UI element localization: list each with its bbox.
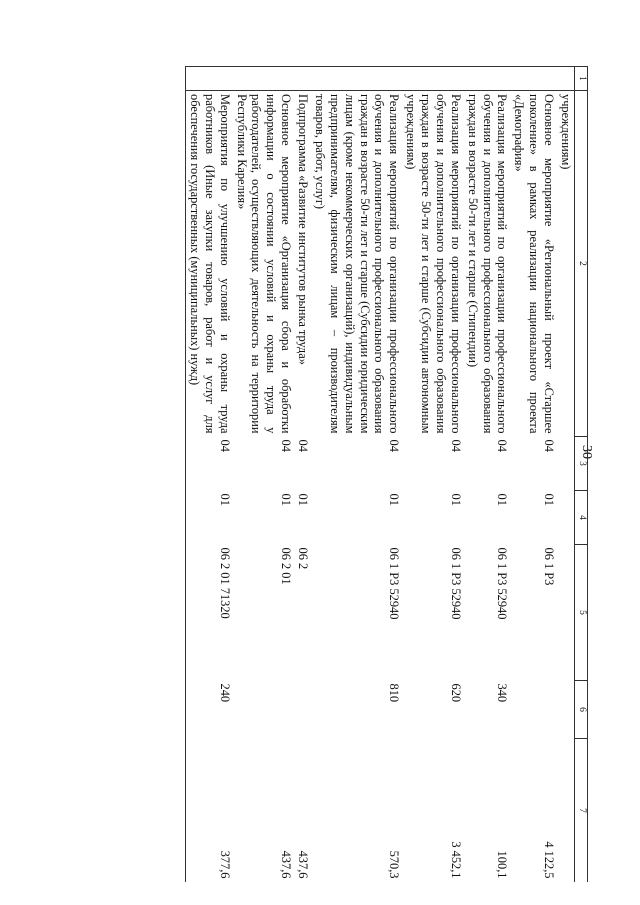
subsection-code-cell: 01 bbox=[542, 493, 557, 506]
row-index-cell bbox=[233, 67, 295, 91]
item-name-cell: учреждениям) bbox=[559, 94, 573, 170]
subsection-code-cell: 01 bbox=[186, 491, 233, 545]
row-index-cell bbox=[186, 67, 233, 91]
row-index-cell bbox=[294, 67, 311, 91]
item-name-cell: Мероприятия по улучшению условий и охраны труда работников (Иные закупки товаров, работ и услуг для обеспечения государственных (муниципальных) нужд) bbox=[186, 91, 233, 437]
column-number: 4 bbox=[575, 491, 588, 545]
section-code-cell: 04 bbox=[495, 439, 510, 452]
table-row bbox=[557, 67, 574, 883]
target-article-cell: 06 1 Р3 52940 bbox=[387, 547, 402, 620]
item-name-cell: Основное мероприятие «Организация сбора и обработки информации о состоянии условий и охраны труда у работодателей, осуществляющих деятельность на территории Республики Карелия» bbox=[234, 94, 294, 434]
item-name-cell: Основное мероприятие «Региональный проект «Старшее поколение» в рамках реализации национального проекта «Демография» bbox=[512, 94, 557, 434]
amount-cell: 100,1 bbox=[495, 850, 510, 879]
row-index-cell bbox=[311, 67, 402, 91]
column-number: 3 bbox=[575, 437, 588, 491]
table-row bbox=[464, 67, 511, 883]
rotated-table-content bbox=[56, 66, 588, 882]
subsection-code-cell: 01 bbox=[495, 493, 510, 506]
row-index-cell bbox=[402, 67, 464, 91]
subsection-code-cell: 01 bbox=[279, 493, 294, 506]
column-number: 7 bbox=[575, 739, 588, 883]
expense-type-cell: 620 bbox=[448, 683, 463, 703]
amount-cell: 3 452,1 bbox=[448, 841, 463, 879]
expense-type-cell bbox=[294, 681, 311, 739]
item-name-cell: Реализация мероприятий по организации профессионального обучения и дополнительного профессионального образования граждан в возрасте 50-ти лет и старше (Субсидии юридическим лицам (кроме некоммерческих организаций), индивидуальным предпринимателям, физическим лицам – производителям товаров, работ, услуг) bbox=[313, 94, 402, 434]
row-index-cell bbox=[511, 67, 558, 91]
target-article-cell: 06 2 01 bbox=[279, 547, 294, 585]
subsection-code-cell: 01 bbox=[448, 493, 463, 506]
target-article-cell: 06 2 01 71320 bbox=[186, 545, 233, 681]
amount-cell: 4 122,5 bbox=[542, 841, 557, 879]
section-code-cell: 04 bbox=[279, 439, 294, 452]
target-article-cell: 06 1 Р3 52940 bbox=[495, 547, 510, 620]
item-name-cell: Подпрограмма «Развитие институтов рынка труда» bbox=[296, 94, 311, 365]
rotated-table-region bbox=[56, 66, 588, 882]
item-name-cell: Реализация мероприятий по организации профессионального обучения и дополнительного профессионального образования граждан в возрасте 50-ти лет и старше (Субсидии автономным учреждениям) bbox=[404, 94, 463, 434]
item-name-cell: Реализация мероприятий по организации профессионального обучения и дополнительного профессионального образования граждан в возрасте 50-ти лет и старше (Стипендии) bbox=[465, 94, 510, 434]
table-row bbox=[294, 67, 311, 883]
subsection-code-cell: 01 bbox=[387, 493, 402, 506]
column-number-row bbox=[575, 67, 588, 883]
table-row bbox=[311, 67, 402, 883]
row-index-cell bbox=[464, 67, 511, 91]
target-article-cell: 06 1 Р3 52940 bbox=[448, 547, 463, 620]
section-code-cell: 04 bbox=[387, 439, 402, 452]
amount-cell bbox=[557, 739, 574, 883]
table-row bbox=[402, 67, 464, 883]
section-code-cell: 04 bbox=[542, 439, 557, 452]
table-row bbox=[511, 67, 558, 883]
expense-type-cell bbox=[557, 681, 574, 739]
subsection-code-cell bbox=[557, 491, 574, 545]
target-article-cell bbox=[557, 545, 574, 681]
column-number: 5 bbox=[575, 545, 588, 681]
table-row bbox=[186, 67, 233, 883]
target-article-cell: 06 1 Р3 bbox=[542, 547, 557, 586]
page-number: 30 bbox=[579, 445, 594, 459]
amount-cell: 570,3 bbox=[387, 850, 402, 879]
budget-table bbox=[185, 66, 588, 882]
amount-cell: 437,6 bbox=[296, 850, 311, 879]
expense-type-cell bbox=[511, 681, 558, 739]
section-code-cell: 04 bbox=[186, 437, 233, 491]
column-number: 6 bbox=[575, 681, 588, 739]
row-index-cell bbox=[557, 67, 574, 91]
column-number: 1 bbox=[575, 67, 588, 91]
column-number: 2 bbox=[575, 91, 588, 437]
section-code-cell: 04 bbox=[448, 439, 463, 452]
target-article-cell: 06 2 bbox=[296, 547, 311, 570]
amount-cell: 437,6 bbox=[279, 850, 294, 879]
expense-type-cell bbox=[233, 681, 295, 739]
section-code-cell bbox=[557, 437, 574, 491]
expense-type-cell: 340 bbox=[495, 683, 510, 703]
expense-type-cell: 810 bbox=[387, 683, 402, 703]
amount-cell: 377,6 bbox=[186, 739, 233, 883]
table-row bbox=[233, 67, 295, 883]
subsection-code-cell: 01 bbox=[296, 493, 311, 506]
expense-type-cell: 240 bbox=[186, 681, 233, 739]
section-code-cell: 04 bbox=[296, 439, 311, 452]
